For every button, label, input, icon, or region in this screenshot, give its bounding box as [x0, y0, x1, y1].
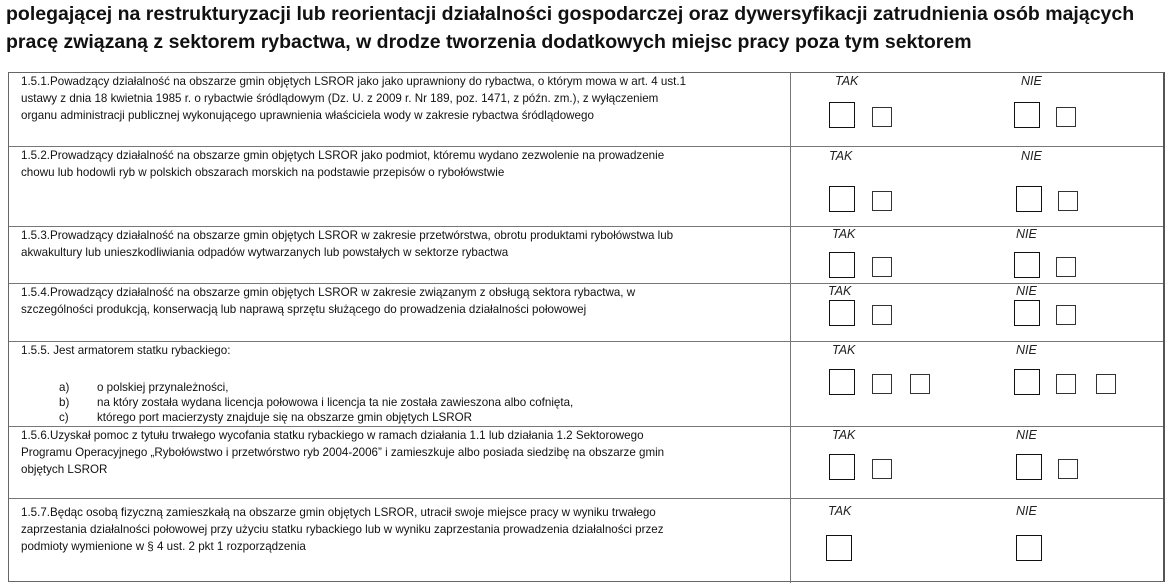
tak-checkbox[interactable]: [829, 454, 855, 480]
tak-label: TAK: [832, 428, 856, 442]
row-text: 1.5.3.Prowadzący działalność na obszarze gmin objętych LSROR w zakresie przetwórstwa, obrotu produktami rybołówstwa lub akwakultury lub unieszkodliwiania odpadów wytwarzanych lub powstałych w sektorze rybactwa: [21, 229, 674, 259]
nie-checkbox[interactable]: [1014, 102, 1040, 128]
nie-extra-checkbox[interactable]: [1056, 257, 1076, 277]
table-row-1-5-5: [9, 342, 1163, 427]
nie-label: NIE: [1021, 74, 1042, 88]
section-heading: [6, 0, 1156, 56]
nie-label: NIE: [1016, 504, 1037, 518]
heading-line-2: pracę związaną z sektorem rybactwa, w drodze tworzenia dodatkowych miejsc pracy poza tym sektorem: [6, 31, 972, 53]
nie-checkbox[interactable]: [1016, 186, 1042, 212]
table-row-1-5-7: [9, 499, 1163, 583]
nie-label: NIE: [1021, 149, 1042, 163]
list-item: [59, 410, 472, 425]
row-text: 1.5.4.Prowadzący działalność na obszarze gmin objętych LSROR w zakresie związanym z obsługą sektora rybactwa, w szczególności produkcją, konserwacją lub naprawą sprzętu służącego do prowadzenia działalności połowowej: [21, 286, 636, 316]
row-text: 1.5.2.Prowadzący działalność na obszarze gmin objętych LSROR jako podmiot, któremu wydano zezwolenie na prowadzenie chowu lub hodowli ryb w polskich obszarach morskich na podstawie przepisów o rybołówstwie: [21, 149, 665, 179]
tak-label: TAK: [832, 343, 856, 357]
nie-checkbox[interactable]: [1014, 252, 1040, 278]
tak-extra-checkbox-1[interactable]: [872, 374, 892, 394]
row-description: [9, 427, 791, 498]
tak-extra-checkbox[interactable]: [872, 191, 892, 211]
nie-checkbox[interactable]: [1014, 369, 1040, 395]
tak-label: TAK: [828, 504, 852, 518]
nie-checkbox[interactable]: [1016, 535, 1042, 561]
row-description: [9, 227, 791, 283]
nie-label: NIE: [1016, 227, 1037, 241]
nie-extra-checkbox[interactable]: [1058, 459, 1078, 479]
item-text: na który została wydana licencja połowowa i licencja ta nie została zawieszona albo cofnięta,: [97, 396, 574, 409]
row-description: [9, 284, 791, 341]
item-text: o polskiej przynależności,: [97, 381, 229, 394]
tak-extra-checkbox[interactable]: [872, 305, 892, 325]
nie-extra-checkbox[interactable]: [1058, 191, 1078, 211]
tak-checkbox[interactable]: [829, 102, 855, 128]
nie-checkbox[interactable]: [1016, 454, 1042, 480]
nie-label: NIE: [1016, 428, 1037, 442]
item-letter: a): [59, 381, 70, 394]
table-row-1-5-3: [9, 227, 1163, 284]
tak-extra-checkbox[interactable]: [872, 459, 892, 479]
tak-label: TAK: [828, 284, 852, 298]
tak-checkbox[interactable]: [829, 300, 855, 326]
row-text: 1.5.6.Uzyskał pomoc z tytułu trwałego wycofania statku rybackiego w ramach działania 1.1 lub działania 1.2 Sektorowego Programu Operacyjnego „Rybołówstwo i przetwórstwo ryb 2004-2006” i zamieszkuje albo posiada siedzibę na obszarze gmin objętych LSROR: [21, 429, 665, 476]
nie-extra-checkbox-2[interactable]: [1096, 374, 1116, 394]
item-text: którego port macierzysty znajduje się na obszarze gmin objętych LSROR: [97, 411, 473, 424]
row-text: 1.5.1.Powadzący działalność na obszarze gmin objętych LSROR jako jako uprawniony do rybactwa, o którym mowa w art. 4 ust.1 ustawy z dnia 18 kwietnia 1985 r. o rybactwie śródlądowym (Dz. U. z 2009 r. Nr 189, poz. 1471, z późn. zm.), z wyłączeniem organu administracji publicznej wykonującego uprawnienia właściciela wody w zakresie rybactwa śródlądowego: [21, 75, 687, 122]
tak-checkbox[interactable]: [829, 252, 855, 278]
row-description: [9, 147, 791, 226]
item-letter: c): [59, 411, 69, 424]
list-item: [59, 395, 573, 410]
table-row-1-5-6: [9, 427, 1163, 499]
nie-label: NIE: [1016, 343, 1037, 357]
tak-label: TAK: [832, 227, 856, 241]
row-description: [9, 342, 791, 426]
nie-extra-checkbox[interactable]: [1056, 107, 1076, 127]
table-row-1-5-2: [9, 147, 1163, 227]
nie-extra-checkbox[interactable]: [1056, 305, 1076, 325]
nie-extra-checkbox-1[interactable]: [1056, 374, 1076, 394]
row-description: [9, 499, 791, 583]
tak-label: TAK: [835, 74, 859, 88]
nie-label: NIE: [1016, 284, 1037, 298]
table-row-1-5-1: [9, 73, 1163, 147]
tak-extra-checkbox[interactable]: [872, 257, 892, 277]
tak-extra-checkbox-2[interactable]: [910, 374, 930, 394]
row-description: [9, 73, 791, 146]
table-row-1-5-4: [9, 284, 1163, 342]
list-item: [59, 380, 228, 395]
tak-checkbox[interactable]: [826, 535, 852, 561]
row-text: 1.5.7.Będąc osobą fizyczną zamieszkałą na obszarze gmin objętych LSROR, utracił swoje miejsce pracy w wyniku trwałego zaprzestania działalności połowowej przy użyciu statku rybackiego lub w wyniku zaprzestania prowadzenia działalności przez podmioty wymienione w § 4 ust. 2 pkt 1 rozporządzenia: [21, 506, 664, 553]
heading-line-1: polegającej na restrukturyzacji lub reorientacji działalności gospodarczej oraz dywersyfikacji zatrudnienia osób mających: [6, 3, 1135, 25]
tak-label: TAK: [829, 149, 853, 163]
tak-checkbox[interactable]: [829, 369, 855, 395]
eligibility-table: [8, 72, 1165, 582]
row-text: 1.5.5. Jest armatorem statku rybackiego:: [21, 344, 231, 357]
tak-extra-checkbox[interactable]: [872, 107, 892, 127]
item-letter: b): [59, 396, 70, 409]
nie-checkbox[interactable]: [1014, 300, 1040, 326]
tak-checkbox[interactable]: [829, 186, 855, 212]
